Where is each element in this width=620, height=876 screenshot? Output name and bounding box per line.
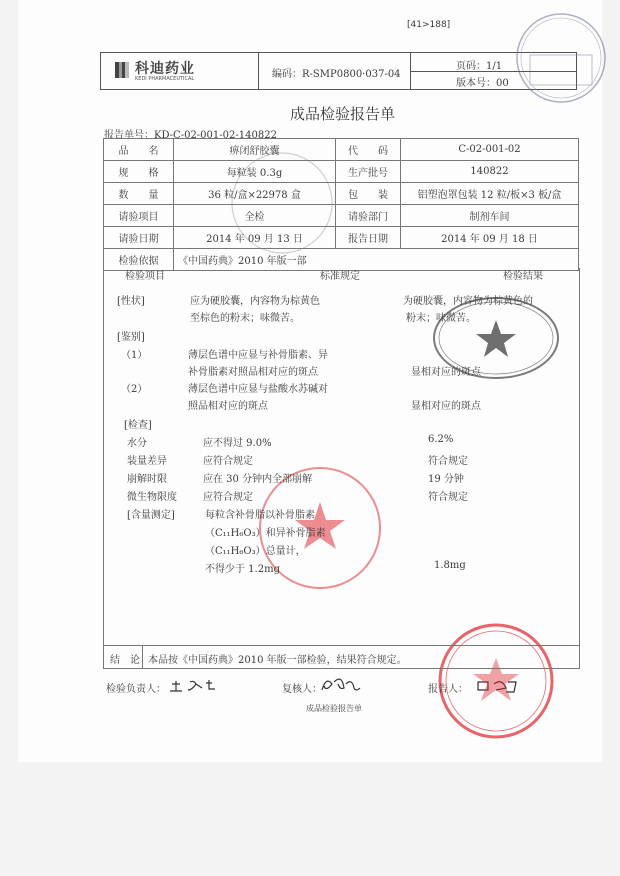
table-row [104,227,579,249]
standard-text: 应符合规定 [203,492,253,503]
standard-text: 薄层色谱中应显与补骨脂素、异 [188,350,328,361]
standard-text: 应在 30 分钟内全部崩解 [203,474,313,485]
reviewer-label: 复核人： [282,684,322,695]
footer-text: 成品检验报告单 [306,704,362,713]
field-value: 2014 年 09 月 13 日 [174,227,336,249]
result-text: 显相对应的斑点 [411,367,481,378]
field-label: 包 装 [336,183,401,205]
standard-text: 应为硬胶囊，内容物为棕黄色 [190,296,320,307]
section-label: [鉴别] [117,332,145,343]
table-row [104,139,579,161]
basis-label: 检验依据 [104,249,174,271]
inspection-item-name: 微生物限度 [127,492,177,503]
inspector-signature [170,680,215,691]
handwritten-note: [41>188] [407,20,451,30]
company-logo-icon [115,62,129,78]
table-row [104,183,579,205]
inspection-item-name: 崩解时限 [127,474,167,485]
basis-value: 《中国药典》2010 年版一部 [174,249,579,271]
field-value: 制剂车间 [401,205,579,227]
standard-text: 薄层色谱中应显与盐酸水苏碱对 [188,384,328,395]
section-label: [含量测定] [127,510,175,521]
item-number: （1） [121,350,148,361]
field-label: 规 格 [104,161,174,183]
standard-text: 补骨脂素对照品相对应的斑点 [188,367,318,378]
table-row [104,205,579,227]
field-label: 代 码 [336,139,401,161]
result-text: 1.8mg [434,560,466,571]
field-label: 报告日期 [336,227,401,249]
item-number: （2） [121,384,148,395]
section-label: [检查] [124,420,152,431]
document-code: 编码：R-SMP0800·037-04 [272,69,401,80]
field-label: 请验日期 [104,227,174,249]
page-title: 成品检验报告单 [290,105,396,123]
field-value: 36 粒/盒×22978 盒 [174,183,336,205]
company-name-en: KEDI PHARMACEUTICAL [135,76,195,82]
section-label: [性状] [117,296,145,307]
standard-text: 不得少于 1.2mg [205,564,280,575]
reviewer-signature [322,679,360,690]
company-stamp-top-right [517,14,605,102]
standard-text: 应不得过 9.0% [203,438,272,449]
field-value: 140822 [401,161,579,183]
table-row [104,161,579,183]
conclusion-row [103,645,580,669]
field-value: 痹闭舒胶囊 [174,139,336,161]
standard-text: 至棕色的粉末；味微苦。 [190,313,300,324]
field-value: 全检 [174,205,336,227]
conclusion-label: 结 论 [110,655,140,666]
field-label: 请验项目 [104,205,174,227]
field-label: 请验部门 [336,205,401,227]
result-text: 粉末；味微苦。 [406,313,476,324]
result-text: 符合规定 [428,492,468,503]
divider [411,71,576,72]
inspection-item-name: 水分 [127,438,147,449]
version-number: 版本号：00 [456,78,509,89]
info-table [103,138,579,271]
standard-text: 每粒含补骨脂以补骨脂素 [205,510,315,521]
standard-text: （C₁₁H₆O₃）总量计， [205,546,306,557]
standard-text: 照品相对应的斑点 [188,401,268,412]
field-label: 品 名 [104,139,174,161]
result-text: 6.2% [428,434,454,445]
column-header-result: 检验结果 [503,271,543,282]
column-header-item: 检验项目 [125,271,165,282]
standard-text: （C₁₁H₆O₃）和异补骨脂素 [205,528,326,539]
conclusion-text: 本品按《中国药典》2010 年版一部检验，结果符合规定。 [148,655,407,666]
page-number: 页码：1/1 [456,61,503,72]
field-value: 每粒装 0.3g [174,161,336,183]
result-text: 符合规定 [428,456,468,467]
field-value: 2014 年 09 月 18 日 [401,227,579,249]
result-text: 19 分钟 [428,474,464,485]
inspection-item-name: 装量差异 [127,456,167,467]
company-name: 科迪药业 [135,61,195,77]
column-header-standard: 标准规定 [320,271,360,282]
reporter-label: 报告人： [428,684,468,695]
result-text: 显相对应的斑点 [411,401,481,412]
field-label: 数 量 [104,183,174,205]
field-value: 铝塑泡罩包装 12 粒/板×3 板/盒 [401,183,579,205]
report-number: 报告单号：KD-C-02-001-02-140822 [104,130,277,141]
field-label: 生产批号 [336,161,401,183]
standard-text: 应符合规定 [203,456,253,467]
inspector-label: 检验负责人： [106,684,166,695]
field-value: C-02-001-02 [401,139,579,161]
result-text: 为硬胶囊，内容物为棕黄色的 [403,296,533,307]
